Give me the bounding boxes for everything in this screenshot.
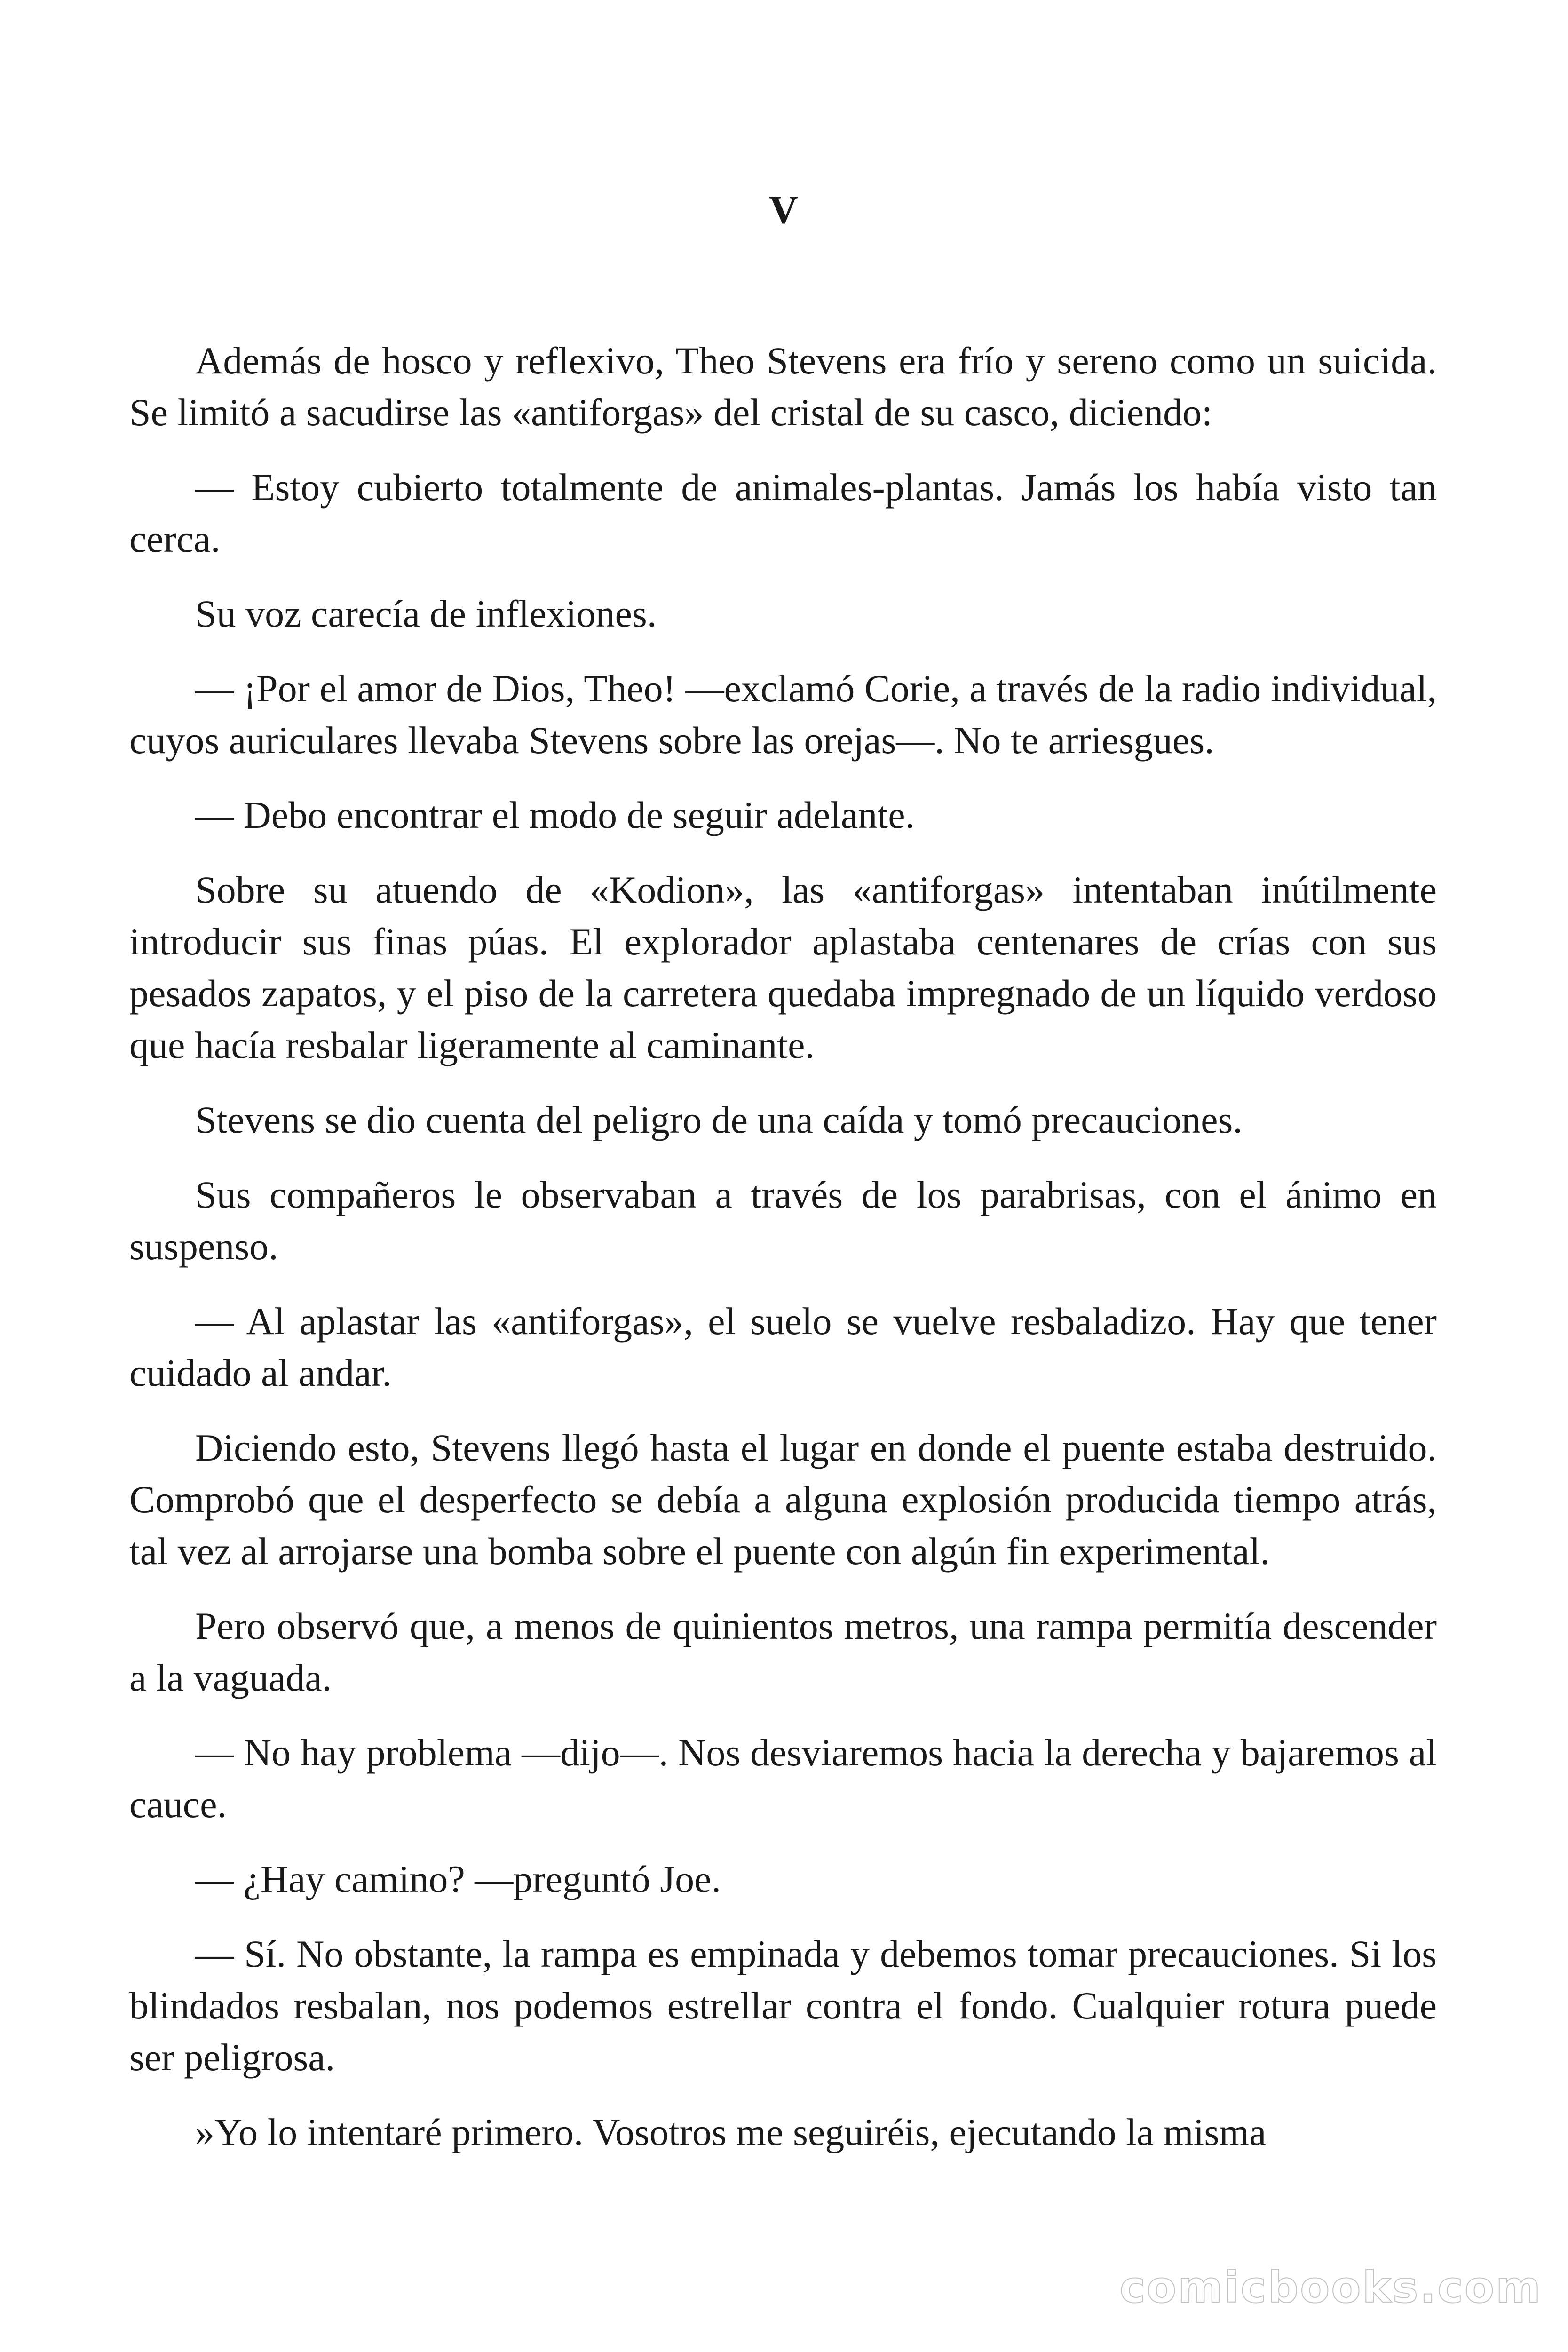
paragraph: »Yo lo intentaré primero. Vosotros me seguiréis, ejecutando la misma xyxy=(195,2111,1267,2153)
paragraph: Sus compañeros le observaban a través de los parabrisas, con el ánimo en suspenso. xyxy=(129,1173,1437,1268)
paragraph: Diciendo esto, Stevens llegó hasta el lugar en donde el puente estaba destruido. Comprobó que el desperfecto se debía a alguna explosión producida tiempo atrás, tal vez al arrojarse una bomba sobre el puente con algún fin experimental. xyxy=(129,1426,1437,1573)
paragraph: — ¿Hay camino? —preguntó Joe. xyxy=(195,1858,721,1900)
paragraph: Además de hosco y reflexivo, Theo Stevens era frío y sereno como un suicida. Se limitó a sacudirse las «antiforgas» del cristal de su casco, diciendo: xyxy=(129,339,1437,434)
body-text xyxy=(129,335,1437,2181)
paragraph: — No hay problema —dijo—. Nos desviaremos hacia la derecha y bajaremos al cauce. xyxy=(129,1731,1437,1826)
paragraph: — ¡Por el amor de Dios, Theo! —exclamó Corie, a través de la radio individual, cuyos auriculares llevaba Stevens sobre las orejas—. No te arriesgues. xyxy=(129,667,1437,762)
paragraph: — Debo encontrar el modo de seguir adelante. xyxy=(195,794,915,836)
paragraph: — Sí. No obstante, la rampa es empinada y debemos tomar precauciones. Si los blindados resbalan, nos podemos estrellar contra el fondo. Cualquier rotura puede ser peligrosa. xyxy=(129,1932,1437,2079)
paragraph: — Al aplastar las «antiforgas», el suelo se vuelve resbaladizo. Hay que tener cuidado al andar. xyxy=(129,1300,1437,1394)
paragraph: Stevens se dio cuenta del peligro de una caída y tomó precauciones. xyxy=(195,1098,1243,1141)
paragraph: Sobre su atuendo de «Kodion», las «antiforgas» intentaban inútilmente introducir sus finas púas. El explorador aplastaba centenares de crías con sus pesados zapatos, y el piso de la carretera quedaba impregnado de un líquido verdoso que hacía resbalar ligeramente al caminante. xyxy=(129,868,1437,1066)
paragraph: Pero observó que, a menos de quinientos metros, una rampa permitía descender a la vaguada. xyxy=(129,1605,1437,1699)
paragraph: — Estoy cubierto totalmente de animales-plantas. Jamás los había visto tan cerca. xyxy=(129,466,1437,560)
watermark: comicbooks.com xyxy=(1119,2262,1542,2312)
paragraph: Su voz carecía de inflexiones. xyxy=(195,592,657,635)
chapter-heading: V xyxy=(768,187,800,232)
